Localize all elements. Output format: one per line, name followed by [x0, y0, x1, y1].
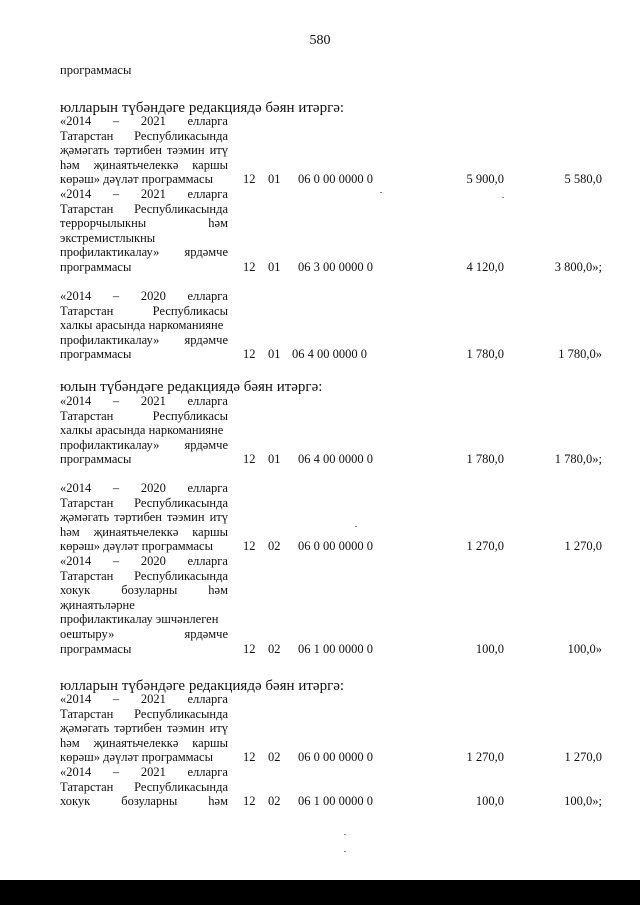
amount-1: 100,0: [475, 794, 504, 808]
desc-line: Татарстан Республикасы: [60, 408, 228, 423]
subsection-code: 01: [268, 452, 281, 466]
desc-line: халкы арасында наркоманияне: [60, 318, 224, 333]
desc-line: террорчылыкны һәм: [60, 216, 228, 231]
target-article-code: 06 3 00 0000 0: [298, 260, 373, 274]
table-row-description: [60, 187, 228, 275]
amount-2: 5 580,0: [564, 172, 602, 186]
target-article-code: 06 0 00 0000 0: [298, 750, 373, 764]
desc-line: профилактикалау» ярдәмче: [60, 332, 228, 347]
desc-line: профилактикалау» ярдәмче: [60, 437, 228, 452]
scan-speck: [344, 851, 346, 852]
desc-line: җәмәгать тәртибен тәэмин итү: [60, 721, 228, 736]
desc-line: Татарстан Республикасында: [60, 128, 228, 143]
desc-line: «2014 – 2021 елларга: [60, 692, 228, 706]
scan-speck: [380, 192, 382, 193]
subsection-code: 01: [268, 347, 281, 361]
target-article-code: 06 1 00 0000 0: [298, 642, 373, 656]
section-heading-3: юлларын түбәндәге редакциядә бәян итәргә:: [60, 678, 345, 694]
subsection-code: 01: [268, 172, 281, 186]
desc-line: халкы арасында наркоманияне: [60, 423, 224, 438]
desc-line: Татарстан Республикасында: [60, 706, 228, 721]
scan-bottom-bar: [0, 880, 640, 905]
table-row-description: [60, 114, 228, 187]
amount-1: 5 900,0: [466, 172, 504, 186]
desc-line: җәмәгать тәртибен тәэмин итү: [60, 510, 228, 525]
subsection-code: 02: [268, 539, 281, 553]
desc-line: җинаятьләрне: [60, 597, 135, 612]
table-row-description: [60, 765, 228, 809]
desc-line: оештыру» ярдәмче: [60, 626, 228, 641]
desc-line: җәмәгать тәртибен тәэмин итү: [60, 143, 228, 158]
section-code: 12: [243, 642, 256, 656]
desc-line: хокук бозуларны һәм: [60, 794, 228, 809]
amount-2: 1 270,0: [564, 750, 602, 764]
amount-1: 1 780,0: [466, 452, 504, 466]
desc-line: «2014 – 2021 елларга: [60, 114, 228, 128]
amount-2: 100,0»: [567, 642, 602, 656]
scan-speck: [355, 526, 357, 527]
amount-2: 1 780,0»;: [554, 452, 602, 466]
subsection-code: 02: [268, 794, 281, 808]
desc-line: «2014 – 2020 елларга: [60, 289, 228, 303]
subsection-code: 02: [268, 642, 281, 656]
desc-line: Татарстан Республикасы: [60, 303, 228, 318]
desc-line: Татарстан Республикасында: [60, 495, 228, 510]
section-heading-1: юлларын түбәндәге редакциядә бәян итәргә:: [60, 100, 345, 116]
table-row-description: [60, 394, 228, 467]
amount-2: 1 780,0»: [558, 347, 602, 361]
table-row-description: [60, 289, 228, 362]
top-text: программасы: [60, 63, 132, 77]
scan-speck: [344, 834, 346, 835]
table-row-description: [60, 554, 228, 656]
desc-line: профилактикалау эшчәнлеген: [60, 612, 219, 627]
target-article-code: 06 4 00 0000 0: [298, 452, 373, 466]
section-code: 12: [243, 750, 256, 764]
table-row-description: [60, 481, 228, 554]
section-code: 12: [243, 172, 256, 186]
amount-2: 100,0»;: [564, 794, 602, 808]
table-row-description: [60, 692, 228, 765]
desc-line: Татарстан Республикасында: [60, 568, 228, 583]
section-code: 12: [243, 452, 256, 466]
section-code: 12: [243, 794, 256, 808]
desc-line: һәм җинаятьчелеккә каршы: [60, 735, 228, 750]
target-article-code: 06 4 00 0000 0: [292, 347, 367, 361]
desc-line: Татарстан Республикасында: [60, 779, 228, 794]
desc-line: көрәш» дәүләт программасы: [60, 750, 213, 765]
amount-2: 3 800,0»;: [554, 260, 602, 274]
amount-1: 1 780,0: [466, 347, 504, 361]
desc-line: «2014 – 2021 елларга: [60, 394, 228, 408]
desc-line: көрәш» дәүләт программасы: [60, 539, 213, 554]
amount-1: 1 270,0: [466, 539, 504, 553]
desc-line: программасы: [60, 259, 132, 274]
subsection-code: 02: [268, 750, 281, 764]
desc-line: «2014 – 2021 елларга: [60, 187, 228, 201]
desc-line: программасы: [60, 347, 132, 362]
section-code: 12: [243, 260, 256, 274]
desc-line: һәм җинаятьчелеккә каршы: [60, 157, 228, 172]
scan-speck: [502, 197, 504, 198]
desc-line: көрәш» дәүләт программасы: [60, 172, 213, 187]
desc-line: Татарстан Республикасында: [60, 201, 228, 216]
desc-line: «2014 – 2020 елларга: [60, 481, 228, 495]
subsection-code: 01: [268, 260, 281, 274]
page-number: 580: [309, 33, 331, 48]
amount-1: 4 120,0: [466, 260, 504, 274]
target-article-code: 06 0 00 0000 0: [298, 539, 373, 553]
desc-line: экстремистлыкны: [60, 230, 156, 245]
target-article-code: 06 1 00 0000 0: [298, 794, 373, 808]
section-code: 12: [243, 539, 256, 553]
section-heading-2: юлын түбәндәге редакциядә бәян итәргә:: [60, 379, 323, 395]
desc-line: «2014 – 2021 елларга: [60, 765, 228, 779]
amount-2: 1 270,0: [564, 539, 602, 553]
desc-line: хокук бозуларны һәм: [60, 583, 228, 598]
target-article-code: 06 0 00 0000 0: [298, 172, 373, 186]
amount-1: 1 270,0: [466, 750, 504, 764]
desc-line: программасы: [60, 452, 132, 467]
desc-line: профилактикалау» ярдәмче: [60, 245, 228, 260]
amount-1: 100,0: [475, 642, 504, 656]
desc-line: һәм җинаятьчелеккә каршы: [60, 524, 228, 539]
desc-line: программасы: [60, 641, 132, 656]
desc-line: «2014 – 2020 елларга: [60, 554, 228, 568]
section-code: 12: [243, 347, 256, 361]
